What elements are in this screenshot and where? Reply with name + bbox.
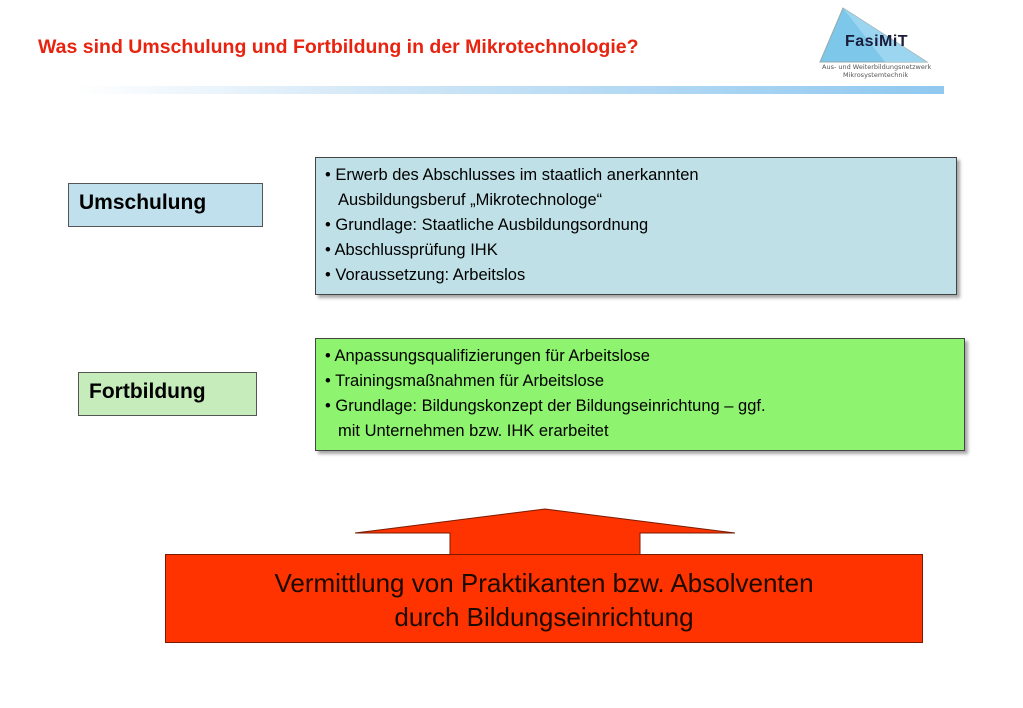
list-item: • Voraussetzung: Arbeitslos [325,266,526,284]
vermittlung-line-1: Vermittlung von Praktikanten bzw. Absolventen [274,568,814,598]
logo-subtitle-2: Mikrosystemtechnik [843,71,909,79]
title-underline [30,86,944,94]
list-item: • Trainingsmaßnahmen für Arbeitslose [325,372,605,390]
fortbildung-list [316,339,964,444]
umschulung-info-box [315,157,957,295]
list-item: mit Unternehmen bzw. IHK erarbeitet [338,422,609,440]
list-item: • Erwerb des Abschlusses im staatlich anerkannten [325,166,699,184]
fortbildung-label: Fortbildung [89,380,206,403]
vermittlung-line-2: durch Bildungseinrichtung [394,602,694,632]
list-item: • Grundlage: Bildungskonzept der Bildungseinrichtung – ggf. [325,397,766,415]
umschulung-list [316,158,956,288]
fortbildung-label-box [78,372,257,416]
logo-brand: FasiMiT [845,33,909,50]
fortbildung-info-box [315,338,965,451]
fasimit-logo [815,6,950,88]
list-item: Ausbildungsberuf „Mikrotechnologe“ [338,191,603,209]
logo-subtitle-1: Aus- und Weiterbildungsnetzwerk [822,63,932,71]
vermittlung-box [165,554,923,643]
list-item: • Abschlussprüfung IHK [325,241,498,259]
umschulung-label-box [68,183,263,227]
list-item: • Grundlage: Staatliche Ausbildungsordnung [325,216,649,234]
up-arrow-icon [350,508,740,556]
page-title: Was sind Umschulung und Fortbildung in der Mikrotechnologie? [38,36,639,58]
umschulung-label: Umschulung [79,191,207,214]
list-item: • Anpassungsqualifizierungen für Arbeitslose [325,347,650,365]
